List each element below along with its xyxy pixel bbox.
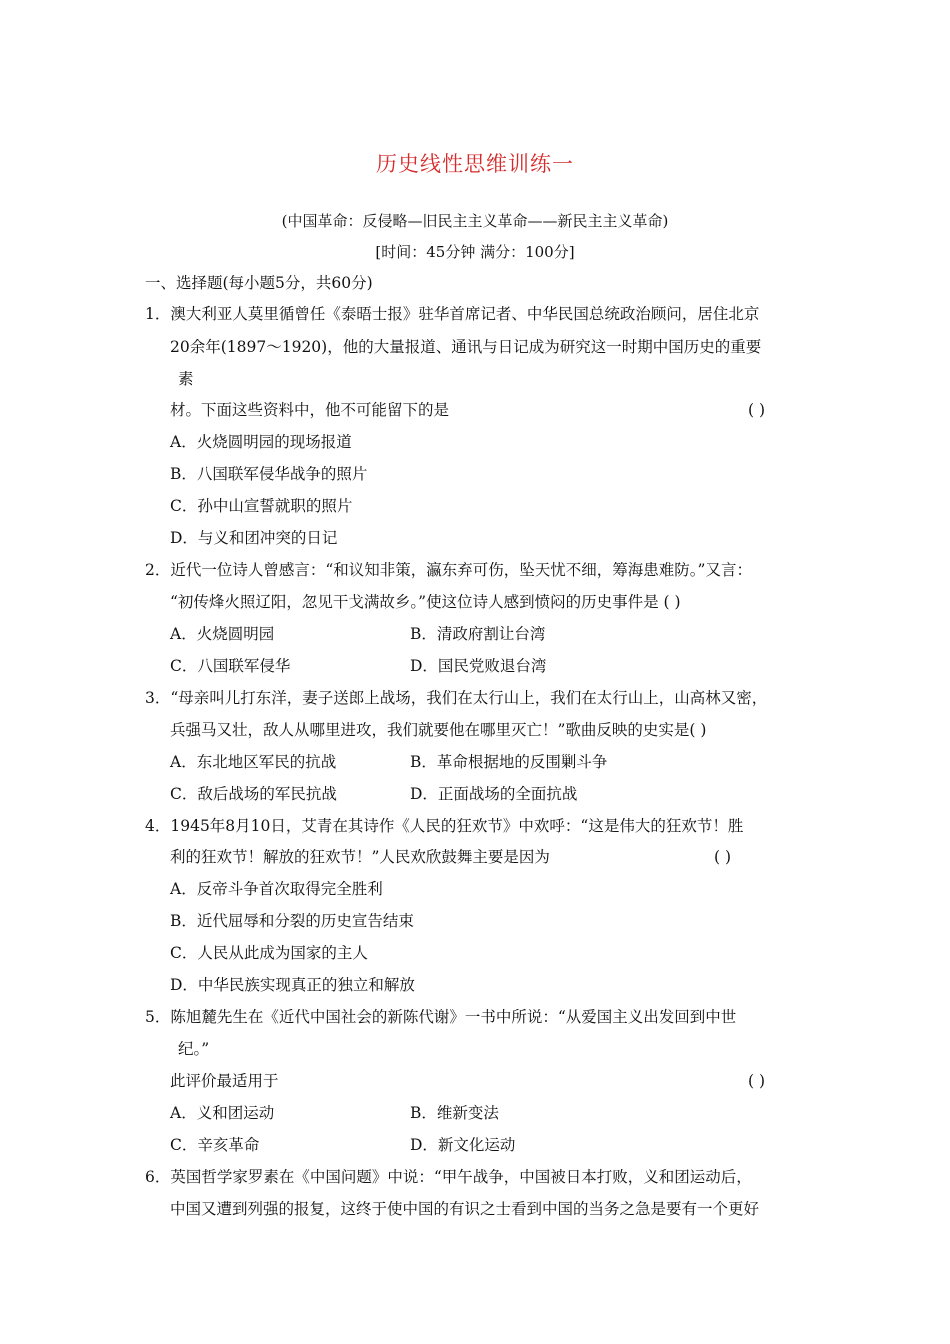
q1-option-d: D．与义和团冲突的日记: [170, 529, 338, 547]
page-subtitle: (中国革命：反侵略—旧民主主义革命——新民主主义革命): [281, 212, 669, 230]
q5-option-c: C．辛亥革命: [170, 1136, 260, 1154]
q5-stem-line: 5．陈旭麓先生在《近代中国社会的新陈代谢》一书中所说：“从爱国主义出发回到中世: [145, 1008, 737, 1026]
q5-option-d: D．新文化运动: [410, 1136, 516, 1154]
q5-option-b: B．维新变法: [410, 1104, 499, 1122]
q1-stem-line: 1．澳大利亚人莫里循曾任《泰晤士报》驻华首席记者、中华民国总统政治顾问，居住北京: [145, 305, 760, 323]
q2-stem-line: “初传烽火照辽阳，忽见干戈满故乡。”使这位诗人感到愤闷的历史事件是 ( ): [170, 593, 681, 611]
q3-option-a: A．东北地区军民的抗战: [170, 753, 337, 771]
q4-option-a: A．反帝斗争首次取得完全胜利: [170, 880, 383, 898]
q1-option-a: A．火烧圆明园的现场报道: [170, 433, 352, 451]
q1-answer-blank: ( ): [748, 401, 766, 419]
section-heading: 一、选择题(每小题5分，共60分): [145, 274, 373, 292]
q2-option-d: D．国民党败退台湾: [410, 657, 547, 675]
q4-stem-line: 4．1945年8月10日，艾青在其诗作《人民的狂欢节》中欢呼：“这是伟大的狂欢节！胜: [145, 817, 744, 835]
exam-meta: [时间：45分钟 满分：100分]: [375, 243, 575, 261]
q4-stem-line: 利的狂欢节！解放的狂欢节！”人民欢欣鼓舞主要是因为: [170, 848, 550, 866]
q6-stem-line: 中国又遭到列强的报复，这终于使中国的有识之士看到中国的当务之急是要有一个更好: [170, 1200, 760, 1218]
q5-stem-line: 此评价最适用于: [170, 1072, 279, 1090]
q4-option-c: C．人民从此成为国家的主人: [170, 944, 368, 962]
q1-option-b: B．八国联军侵华战争的照片: [170, 465, 368, 483]
q5-answer-blank: ( ): [748, 1072, 766, 1090]
page-title: 历史线性思维训练一: [376, 152, 574, 176]
q4-answer-blank: ( ): [714, 848, 732, 866]
q2-option-b: B．清政府割让台湾: [410, 625, 546, 643]
q4-option-d: D．中华民族实现真正的独立和解放: [170, 976, 415, 994]
q3-option-b: B．革命根据地的反围剿斗争: [410, 753, 608, 771]
q2-option-a: A．火烧圆明园: [170, 625, 275, 643]
q3-option-d: D．正面战场的全面抗战: [410, 785, 578, 803]
q4-option-b: B．近代屈辱和分裂的历史宣告结束: [170, 912, 414, 930]
q1-option-c: C．孙中山宣誓就职的照片: [170, 497, 353, 515]
q3-stem-line: 兵强马又壮，敌人从哪里进攻，我们就要他在哪里灭亡！”歌曲反映的史实是( ): [170, 721, 707, 739]
q2-stem-line: 2．近代一位诗人曾感言：“和议知非策，瀛东弃可伤，坠天忧不细，筹海患难防。”又言：: [145, 561, 752, 579]
q2-option-c: C．八国联军侵华: [170, 657, 291, 675]
q1-stem-line: 材。下面这些资料中，他不可能留下的是: [170, 401, 450, 419]
q1-stem-line: 20余年(1897～1920)，他的大量报道、通讯与日记成为研究这一时期中国历史的重要: [170, 338, 762, 356]
q3-stem-line: 3．“母亲叫儿打东洋，妻子送郎上战场，我们在太行山上，我们在太行山上，山高林又密，: [145, 689, 768, 707]
q5-stem-line: 纪。”: [178, 1040, 210, 1058]
q6-stem-line: 6．英国哲学家罗素在《中国问题》中说：“甲午战争，中国被日本打败，义和团运动后，: [145, 1168, 752, 1186]
q5-option-a: A．义和团运动: [170, 1104, 275, 1122]
q3-option-c: C．敌后战场的军民抗战: [170, 785, 337, 803]
q1-stem-line: 素: [178, 370, 194, 388]
